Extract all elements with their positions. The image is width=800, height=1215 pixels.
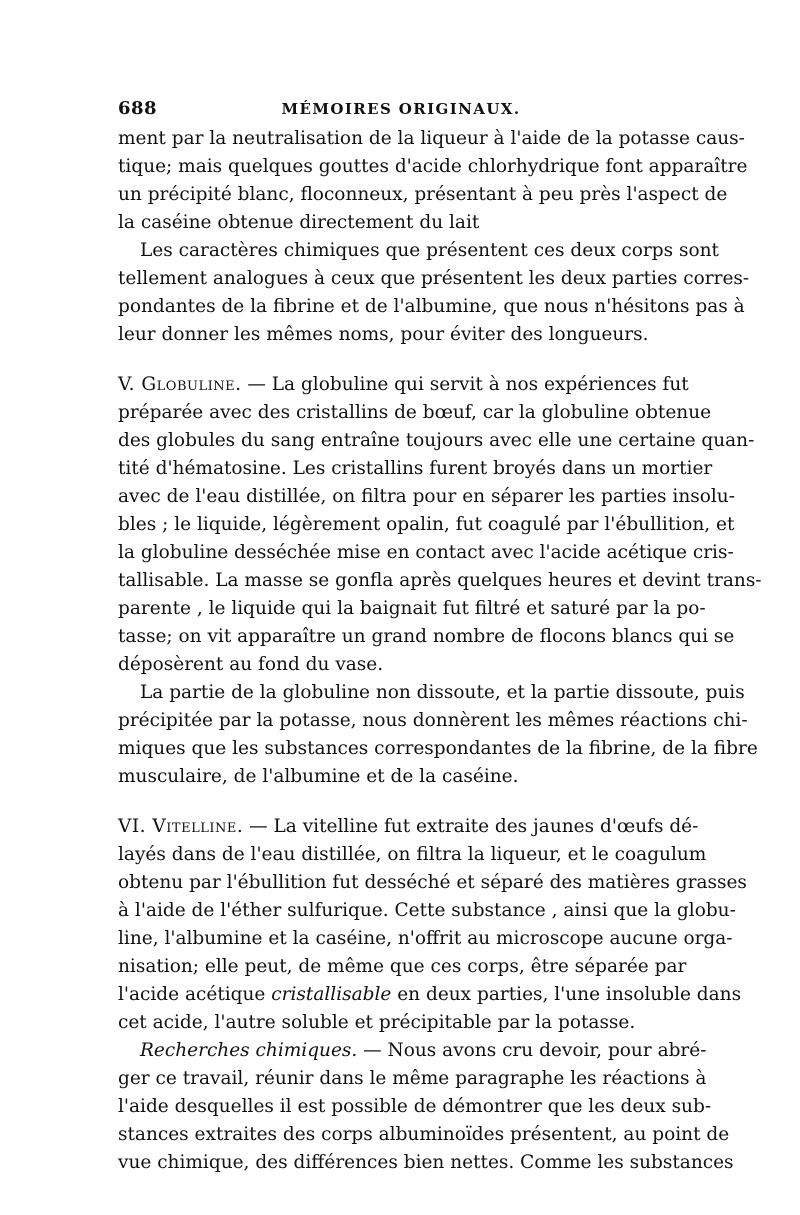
- section-label-vitelline: VI. Vitelline.: [118, 816, 244, 837]
- text-line: précipitée par la potasse, nous donnèrent les mêmes réactions chi-: [118, 710, 748, 731]
- text-line: Les caractères chimiques que présentent ces deux corps sont: [140, 240, 719, 261]
- text-line: ger ce travail, réunir dans le même paragraphe les réactions à: [118, 1068, 707, 1089]
- text-line: pondantes de la fibrine et de l'albumine, que nous n'hésitons pas à: [118, 296, 745, 317]
- text-line: à l'aide de l'éther sulfurique. Cette substance , ainsi que la globu-: [118, 900, 736, 921]
- text-line: [140, 1037, 707, 1065]
- text-line: tité d'hématosine. Les cristallins furent broyés dans un mortier: [118, 458, 713, 479]
- text-line: stances extraites des corps albuminoïdes présentent, au point de: [118, 1124, 730, 1145]
- text-line: La partie de la globuline non dissoute, et la partie dissoute, puis: [140, 682, 745, 703]
- text-line: parente , le liquide qui la baignait fut filtré et saturé par la po-: [118, 598, 706, 619]
- section-heading-line: [118, 813, 699, 841]
- text-line: tellement analogues à ceux que présentent les deux parties corres-: [118, 268, 750, 289]
- text-fragment: l'acide acétique: [118, 984, 266, 1005]
- text-line: déposèrent au fond du vase.: [118, 654, 384, 675]
- text-line: tique; mais quelques gouttes d'acide chlorhydrique font apparaître: [118, 156, 748, 177]
- text-line: layés dans de l'eau distillée, on filtra la liqueur, et le coagulum: [118, 844, 707, 865]
- text-line: musculaire, de l'albumine et de la caséine.: [118, 766, 519, 787]
- text-line: préparée avec des cristallins de bœuf, car la globuline obtenue: [118, 402, 712, 423]
- text-line: tallisable. La masse se gonfla après quelques heures et devint trans-: [118, 570, 762, 591]
- text-line: l'aide desquelles il est possible de démontrer que les deux sub-: [118, 1096, 712, 1117]
- running-title: MÉMOIRES ORIGINAUX.: [281, 100, 521, 118]
- italic-heading-recherches: Recherches chimiques.: [140, 1040, 358, 1061]
- text-line: vue chimique, des différences bien nettes. Comme les substances: [118, 1152, 734, 1173]
- text-fragment: en deux parties, l'une insoluble dans: [397, 984, 742, 1005]
- text-line: ment par la neutralisation de la liqueur à l'aide de la potasse caus-: [118, 128, 745, 149]
- text-fragment: — Nous avons cru devoir, pour abré-: [363, 1040, 707, 1061]
- text-line: nisation; elle peut, de même que ces corps, être séparée par: [118, 956, 687, 977]
- text-line: line, l'albumine et la caséine, n'offrit au microscope aucune orga-: [118, 928, 733, 949]
- text-fragment: — La globuline qui servit à nos expériences fut: [247, 374, 689, 395]
- text-line: la globuline desséchée mise en contact avec l'acide acétique cris-: [118, 542, 734, 563]
- text-fragment: — La vitelline fut extraite des jaunes d'œufs dé-: [249, 816, 699, 837]
- text-line: cet acide, l'autre soluble et précipitable par la potasse.: [118, 1012, 636, 1033]
- text-line: des globules du sang entraîne toujours avec elle une certaine quan-: [118, 430, 755, 451]
- text-line: obtenu par l'ébullition fut desséché et séparé des matières grasses: [118, 872, 747, 893]
- page-header: [118, 98, 684, 124]
- text-line: la caséine obtenue directement du lait: [118, 212, 480, 233]
- text-line: tasse; on vit apparaître un grand nombre de flocons blancs qui se: [118, 626, 735, 647]
- text-line: bles ; le liquide, légèrement opalin, fut coagulé par l'ébullition, et: [118, 514, 735, 535]
- page-number: 688: [118, 98, 158, 119]
- text-line: avec de l'eau distillée, on filtra pour en séparer les parties insolu-: [118, 486, 735, 507]
- text-line: [118, 981, 742, 1009]
- text-line: miques que les substances correspondantes de la fibrine, de la fibre: [118, 738, 758, 759]
- text-line: leur donner les mêmes noms, pour éviter des longueurs.: [118, 324, 649, 345]
- text-line: un précipité blanc, floconneux, présentant à peu près l'aspect de: [118, 184, 728, 205]
- italic-term: cristallisable: [271, 984, 392, 1005]
- section-heading-line: [118, 371, 689, 399]
- section-label-globuline: V. Globuline.: [118, 374, 242, 395]
